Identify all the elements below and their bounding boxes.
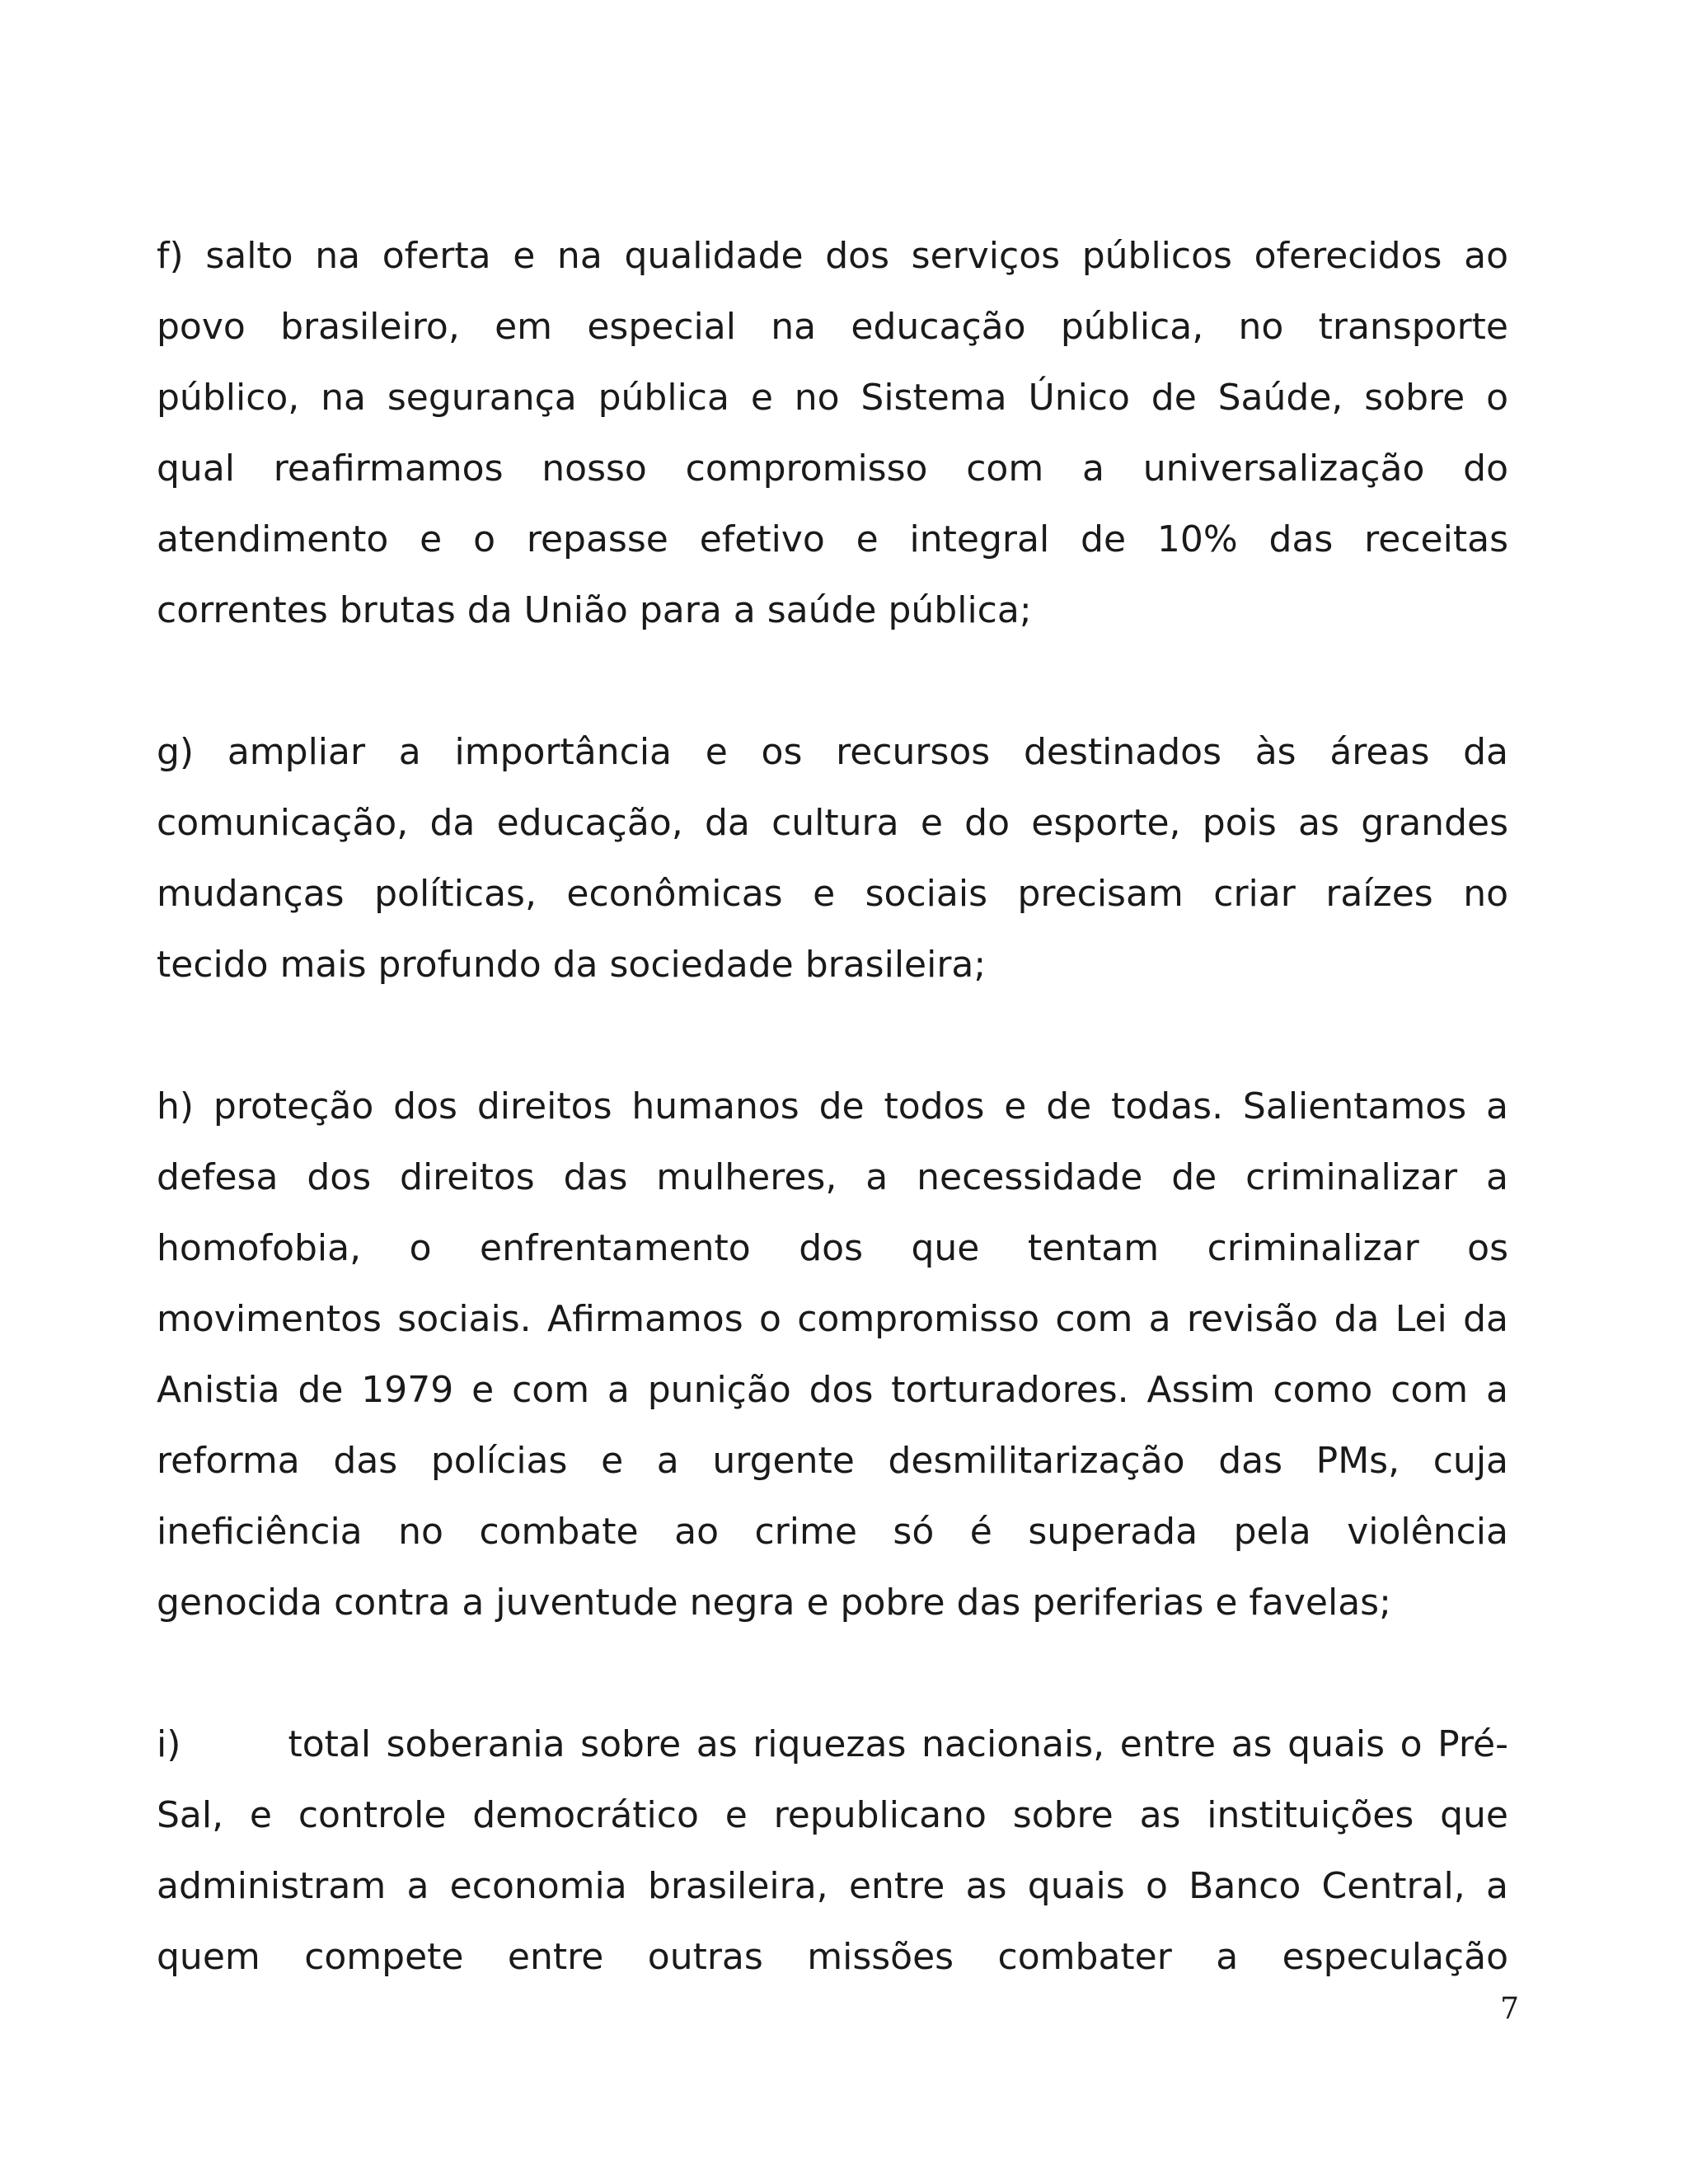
paragraph-i xyxy=(157,1709,1508,1993)
text-line: Anistia de 1979 e com a punição dos torturadores. Assim como com a xyxy=(157,1369,1508,1411)
text-line: mudanças políticas, econômicas e sociais precisam criar raízes no xyxy=(157,873,1508,915)
paragraph-spacer xyxy=(157,1638,1508,1709)
text-line: f) salto na oferta e na qualidade dos serviços públicos oferecidos ao xyxy=(157,235,1508,277)
text-line: Sal, e controle democrático e republicano sobre as instituições que xyxy=(157,1794,1508,1836)
text-line: movimentos sociais. Afirmamos o compromisso com a revisão da Lei da xyxy=(157,1298,1508,1340)
text-line: público, na segurança pública e no Sistema Único de Saúde, sobre o xyxy=(157,377,1508,419)
text-line: homofobia, o enfrentamento dos que tentam criminalizar os xyxy=(157,1227,1508,1269)
text-line: comunicação, da educação, da cultura e do esporte, pois as grandes xyxy=(157,802,1508,844)
paragraph-g xyxy=(157,717,1508,1001)
text-line: qual reafirmamos nosso compromisso com a universalização do xyxy=(157,448,1508,490)
text-line: g) ampliar a importância e os recursos destinados às áreas da xyxy=(157,731,1508,773)
body-text xyxy=(157,221,1508,1993)
text-line: quem compete entre outras missões combater a especulação xyxy=(157,1936,1508,1978)
page-number: 7 xyxy=(1500,1992,1519,2026)
paragraph-h xyxy=(157,1071,1508,1638)
text-line: atendimento e o repasse efetivo e integral de 10% das receitas xyxy=(157,518,1508,560)
text-line: ineficiência no combate ao crime só é superada pela violência xyxy=(157,1511,1508,1553)
text-line: povo brasileiro, em especial na educação pública, no transporte xyxy=(157,306,1508,348)
paragraph-f xyxy=(157,221,1508,646)
text-line: h) proteção dos direitos humanos de todos e de todas. Salientamos a xyxy=(157,1085,1508,1127)
paragraph-spacer xyxy=(157,646,1508,717)
text-line: i) total soberania sobre as riquezas nacionais, entre as quais o Pré- xyxy=(157,1723,1508,1765)
text-line: tecido mais profundo da sociedade brasileira; xyxy=(157,944,987,986)
text-line: genocida contra a juventude negra e pobre das periferias e favelas; xyxy=(157,1582,1391,1624)
text-line: defesa dos direitos das mulheres, a necessidade de criminalizar a xyxy=(157,1156,1508,1198)
text-line: reforma das polícias e a urgente desmilitarização das PMs, cuja xyxy=(157,1440,1508,1482)
text-line: administram a economia brasileira, entre as quais o Banco Central, a xyxy=(157,1865,1508,1907)
paragraph-spacer xyxy=(157,1001,1508,1071)
text-line: correntes brutas da União para a saúde pública; xyxy=(157,589,1032,631)
